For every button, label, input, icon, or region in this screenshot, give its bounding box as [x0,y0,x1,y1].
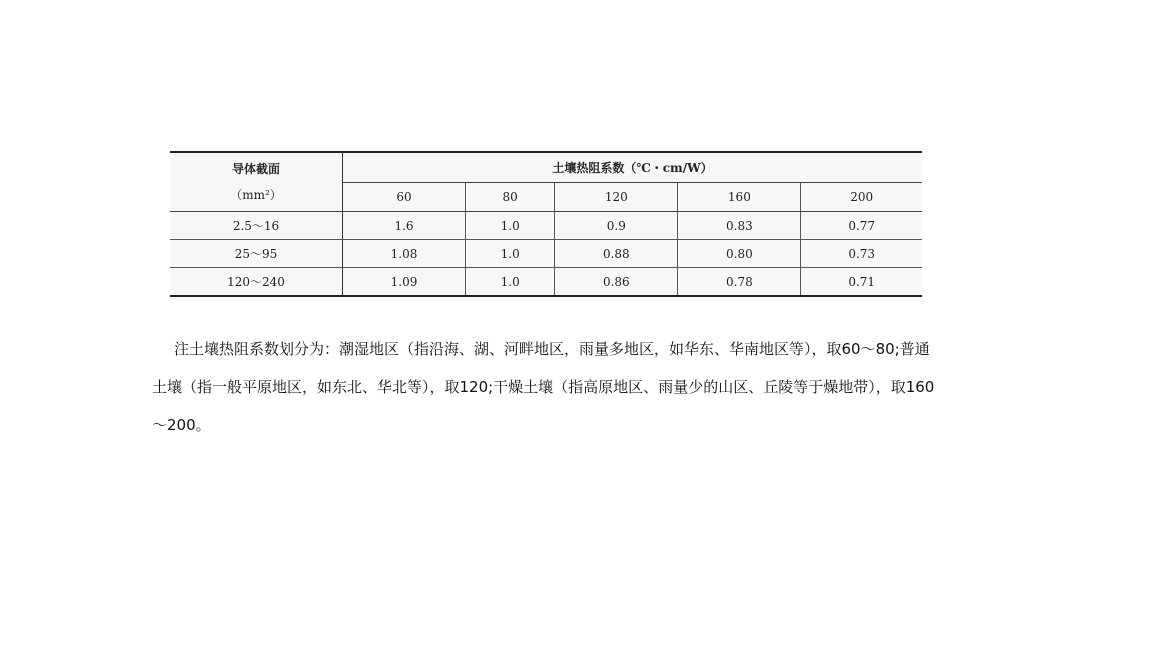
section-header-title: 导体截面 [231,161,280,176]
table-cell: 0.83 [678,212,801,240]
column-header: 120 [555,183,678,212]
table-cell: 0.9 [555,212,678,240]
group-header: 土壤热阻系数（℃・cm/W） [343,152,923,183]
table-cell: 1.0 [466,240,555,268]
table-cell: 1.0 [466,212,555,240]
column-header: 60 [343,183,466,212]
section-header-cell [170,152,343,212]
table-cell: 0.88 [555,240,678,268]
thermal-resistance-table [170,152,922,297]
table-cell: 1.08 [343,240,466,268]
table-cell: 1.09 [343,268,466,297]
table-cell: 1.0 [466,268,555,297]
table-cell: 0.77 [801,212,922,240]
table-cell: 0.80 [678,240,801,268]
column-header: 160 [678,183,801,212]
table-cell: 0.86 [555,268,678,297]
table-cell: 0.73 [801,240,922,268]
column-header: 80 [466,183,555,212]
section-header-unit: （mm²） [230,187,282,202]
row-label: 2.5～16 [170,212,343,240]
table-cell: 0.71 [801,268,922,297]
table-header-row [170,152,922,183]
column-header: 200 [801,183,922,212]
table-row [170,240,922,268]
table-row [170,268,922,297]
table-cell: 0.78 [678,268,801,297]
table-row [170,212,922,240]
row-label: 25～95 [170,240,343,268]
table-cell: 1.6 [343,212,466,240]
row-label: 120～240 [170,268,343,297]
table-footnote: 注土壤热阻系数划分为：潮湿地区（指沿海、湖、河畔地区，雨量多地区，如华东、华南地区等），取60～80;普通土壤（指一般平原地区，如东北、华北等），取120;干燥土壤（指高原地区、雨量少的山区、丘陵等于燥地带），取160～200。 [152,340,935,434]
